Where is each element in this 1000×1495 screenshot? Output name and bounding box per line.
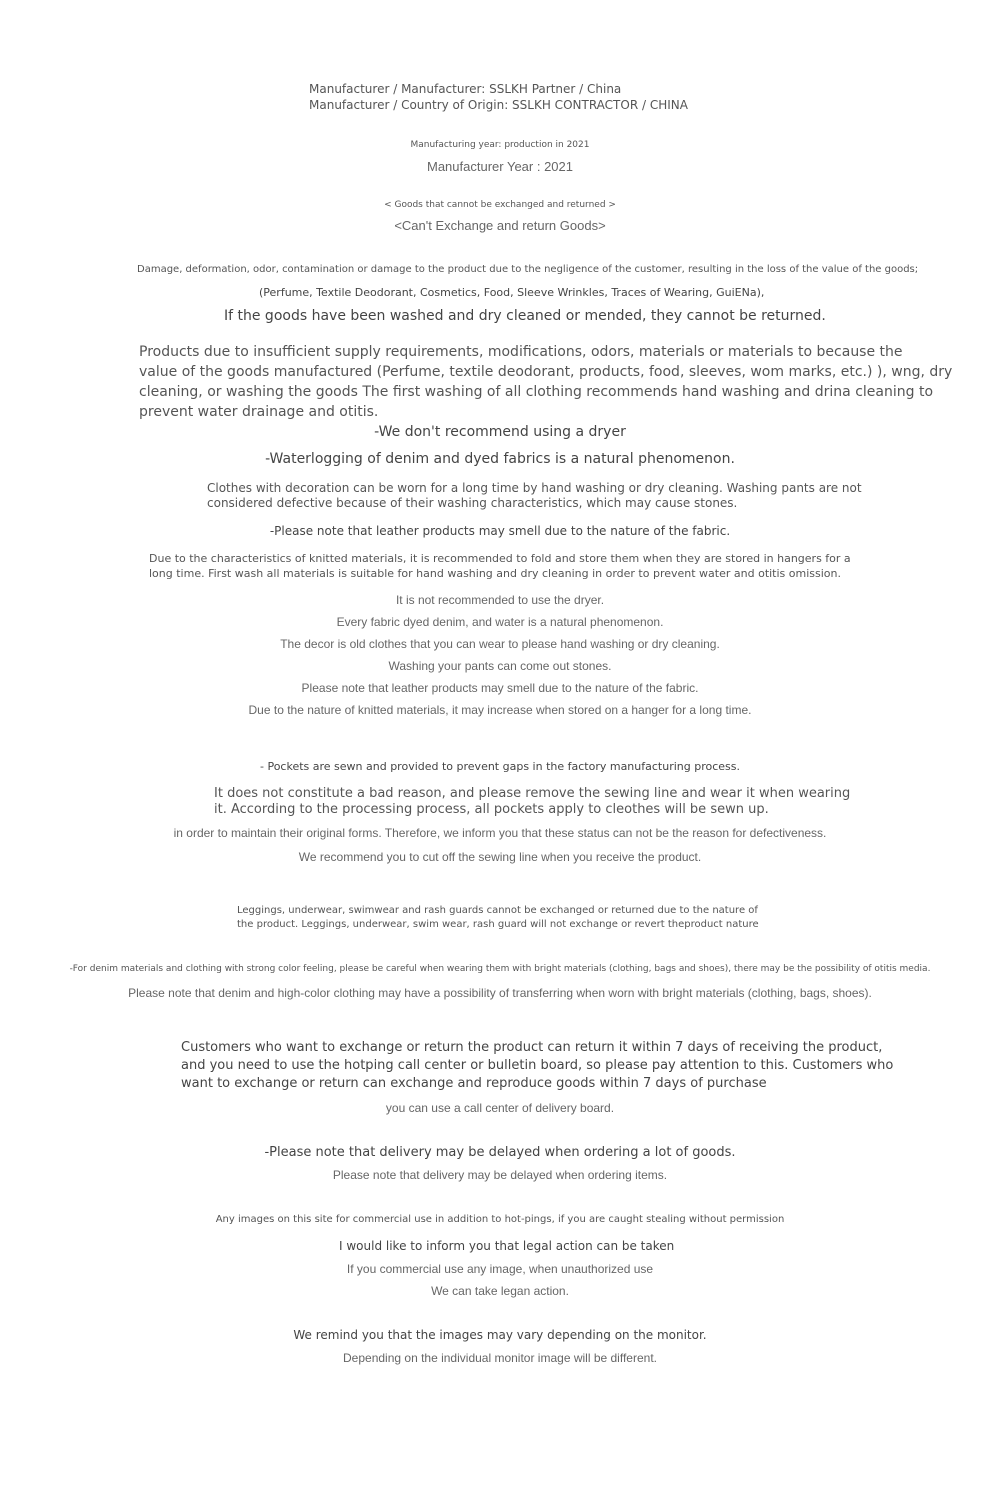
short-line: Due to the nature of knitted materials, it may increase when stored on a hanger for a long time. xyxy=(248,703,752,717)
paragraph-line: Products due to insufficient supply requirements, modifications, odors, materials or materials to because the xyxy=(139,344,903,360)
paragraph-line: cleaning, or washing the goods The first washing of all clothing recommends hand washing and drina cleaning to xyxy=(139,384,934,400)
knitted-paragraph xyxy=(149,551,851,581)
monitor-line: We remind you that the images may vary depending on the monitor. xyxy=(293,1328,707,1342)
leggings-paragraph xyxy=(237,904,759,932)
decoration-paragraph xyxy=(207,481,862,511)
manufacturer-block xyxy=(309,81,688,113)
pockets-line: We recommend you to cut off the sewing line when you receive the product. xyxy=(298,850,702,864)
images-legal-line: If you commercial use any image, when unauthorized use xyxy=(346,1262,654,1276)
delivery-line: -Please note that delivery may be delayed when ordering a lot of goods. xyxy=(264,1145,736,1160)
denim-color-line: Please note that denim and high-color clothing may have a possibility of transferring when worn with bright materials (clothing, bags, shoes). xyxy=(128,986,872,1000)
short-line: It is not recommended to use the dryer. xyxy=(395,593,605,607)
short-line: Please note that leather products may smell due to the nature of the fabric. xyxy=(301,681,699,695)
images-legal-line: I would like to inform you that legal action can be taken xyxy=(339,1239,675,1253)
paragraph-line: Due to the characteristics of knitted materials, it is recommended to fold and store them when they are stored in hangers for a xyxy=(149,552,851,565)
denim-color-line: -For denim materials and clothing with strong color feeling, please be careful when wearing them with bright materials (clothing, bags and shoes), there may be the possibility of otitis media. xyxy=(69,964,931,974)
paragraph-line: value of the goods manufactured (Perfume, textile deodorant, products, food, sleeves, wom marks, etc.) ), wng, dry xyxy=(139,364,953,380)
paragraph-line: Leggings, underwear, swimwear and rash guards cannot be exchanged or returned due to the nature of xyxy=(237,905,758,916)
pockets-heading: - Pockets are sewn and provided to prevent gaps in the factory manufacturing process. xyxy=(259,760,740,773)
customers-paragraph xyxy=(181,1039,893,1093)
washed-line: If the goods have been washed and dry cleaned or mended, they cannot be returned. xyxy=(224,308,826,324)
no-exchange-heading-small: < Goods that cannot be exchanged and returned > xyxy=(384,200,616,210)
monitor-line: Depending on the individual monitor image will be different. xyxy=(343,1351,657,1365)
dryer-line: -We don't recommend using a dryer xyxy=(374,424,626,440)
paragraph-line: prevent water drainage and otitis. xyxy=(139,404,379,420)
pockets-line: in order to maintain their original forms. Therefore, we inform you that these status can not be the reason for defectiveness. xyxy=(173,826,827,840)
paragraph-line: It does not constitute a bad reason, and please remove the sewing line and wear it when wearing xyxy=(214,786,851,801)
paragraph-line: it. According to the processing process, all pockets apply to cleothes will be sewn up. xyxy=(214,802,769,817)
images-legal-line: Any images on this site for commercial use in addition to hot-pings, if you are caught stealing without permission xyxy=(215,1214,785,1225)
manufacturing-year-small: Manufacturing year: production in 2021 xyxy=(410,140,590,150)
delivery-line: Please note that delivery may be delayed when ordering items. xyxy=(332,1168,668,1182)
paragraph-line: considered defective because of their washing characteristics, which may cause stones. xyxy=(207,496,738,510)
paragraph-line: long time. First wash all materials is suitable for hand washing and dry cleaning in order to prevent water and otitis omission. xyxy=(149,567,842,580)
products-paragraph xyxy=(139,342,952,422)
leather-line: -Please note that leather products may smell due to the nature of the fabric. xyxy=(269,524,731,538)
paragraph-line: want to exchange or return can exchange and reproduce goods within 7 days of purchase xyxy=(181,1076,767,1091)
short-line: Every fabric dyed denim, and water is a natural phenomenon. xyxy=(336,615,664,629)
paragraph-line: the product. Leggings, underwear, swim wear, rash guard will not exchange or revert theproduct nature xyxy=(237,919,759,930)
short-line: The decor is old clothes that you can wear to please hand washing or dry cleaning. xyxy=(280,637,720,651)
short-line: Washing your pants can come out stones. xyxy=(388,659,612,673)
no-exchange-heading-large: <Can't Exchange and return Goods> xyxy=(394,218,606,233)
examples-line: (Perfume, Textile Deodorant, Cosmetics, Food, Sleeve Wrinkles, Traces of Wearing, GuiENa), xyxy=(259,286,765,299)
paragraph-line: and you need to use the hotping call center or bulletin board, so please pay attention to this. Customers who xyxy=(181,1058,894,1073)
origin-line: Manufacturer / Country of Origin: SSLKH CONTRACTOR / CHINA xyxy=(309,98,688,112)
paragraph-line: Customers who want to exchange or return the product can return it within 7 days of receiving the product, xyxy=(181,1040,883,1055)
call-center-line: you can use a call center of delivery board. xyxy=(385,1101,615,1115)
manufacturing-year-large: Manufacturer Year : 2021 xyxy=(427,159,573,174)
images-legal-line: We can take legan action. xyxy=(431,1284,569,1298)
waterlogging-line: -Waterlogging of denim and dyed fabrics is a natural phenomenon. xyxy=(265,451,735,467)
manufacturer-line: Manufacturer / Manufacturer: SSLKH Partner / China xyxy=(309,82,622,96)
damage-line: Damage, deformation, odor, contamination or damage to the product due to the negligence of the customer, resulting in the loss of the value of the goods; xyxy=(137,264,919,275)
pockets-paragraph xyxy=(214,786,850,818)
paragraph-line: Clothes with decoration can be worn for a long time by hand washing or dry cleaning. Washing pants are not xyxy=(207,481,862,495)
